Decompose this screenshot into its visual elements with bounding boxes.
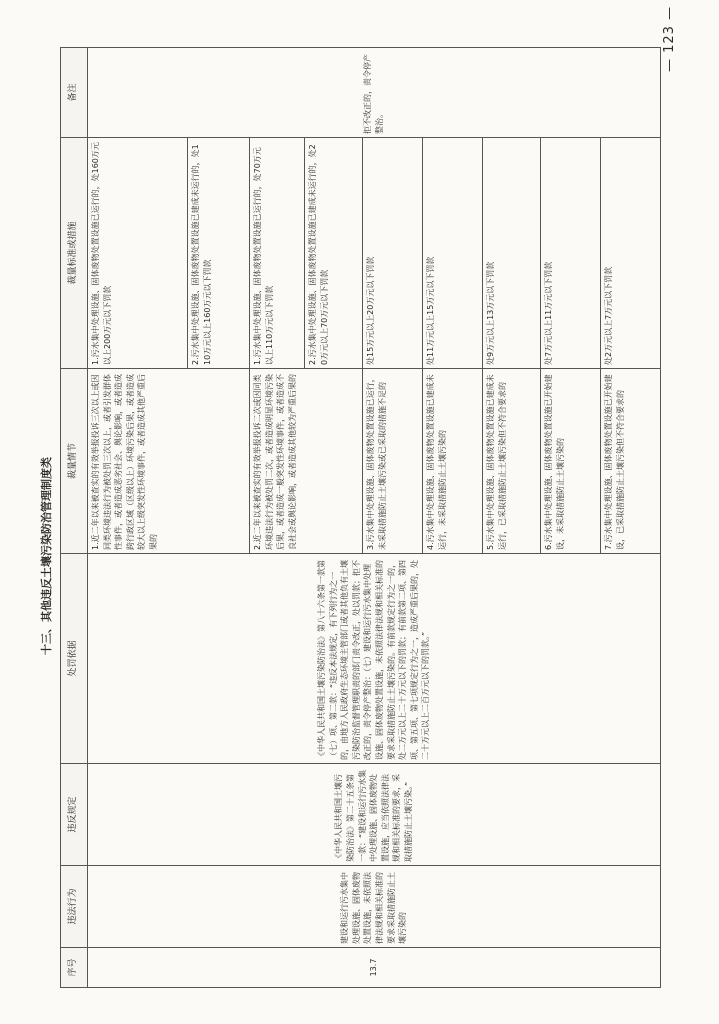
penalty-table: [60, 47, 661, 988]
violated-rule: 《中华人民共和国土壤污染防治法》第二十五条第一款：“建设和运行污水集中处理设施、固体废物处置设施，应当依照法律法规和相关标准的要求，采取措施防止土壤污染。”: [88, 764, 661, 866]
page-title: 十三、其他违反土壤污染防治管理制度类: [40, 457, 53, 655]
measure-3: 1.污水集中处理设施、固体废物处置设施已运行的，处70万元以上110万元以下罚款: [250, 138, 305, 369]
case-number: 13.7: [88, 948, 661, 988]
measure-1: 1.污水集中处理设施、固体废物处置设施已运行的，处160万元以上200万元以下罚款: [88, 138, 188, 369]
table-header-row: [61, 48, 88, 988]
measure-5: 处15万元以上20万元以下罚款: [363, 138, 423, 369]
measure-4: 2.污水集中处理设施、固体废物处置设施已建成未运行的，处20万元以上70万元以下罚款: [305, 138, 363, 369]
header-measure: 裁量标准或措施: [61, 138, 88, 369]
remark: 拒不改正的，责令停产整治。: [88, 48, 661, 138]
circumstance-2: 2.近二年以来被查实的有效举报投诉二次或因同类环境违法行为被处罚二次，或者造成明显环境污染后果，或者造成一般突发性环境事件，或者造成不良社会或舆论影响，或者造成其他较为严重后果的: [250, 369, 363, 554]
header-remark: 备注: [61, 48, 88, 138]
measure-2: 2.污水集中处理设施、固体废物处置设施已建成未运行的，处110万元以上160万元以下罚款: [188, 138, 250, 369]
circumstance-7: 7.污水集中处理设施、固体废物处置设施已开始建设，已采取措施防止土壤污染但不符合要求的: [601, 369, 661, 554]
circumstance-3: 3.污水集中处理设施、固体废物处置设施已运行，未采取措施防止土壤污染或已采取的措施不足的: [363, 369, 423, 554]
header-rule: 违反规定: [61, 764, 88, 866]
header-act: 违法行为: [61, 866, 88, 948]
circumstance-1: 1.近二年以来被查实的有效举报投诉三次以上或因同类环境违法行为被处罚三次以上，或者引发群体性事件，或者造成恶劣社会、舆论影响，或者造成跨行政区域（区级以上）环境污染后果，或者造成较大以上级突发性环境事件，或者造成其他严重后果的: [88, 369, 250, 554]
header-no: 序号: [61, 948, 88, 988]
table-row: [88, 48, 188, 988]
penalty-basis: 《中华人民共和国土壤污染防治法》第八十六条第一款第（七）项、第二款：“违反本法规定，有下列行为之一的，由地方人民政府生态环境主管部门或者其他负有土壤污染防治监督管理职责的部门责令改正，处以罚款；拒不改正的，责令停产整治：（七）建设和运行污水集中处理设施、固体废物处置设施，未依照法律法规和相关标准的要求采取措施防止土壤污染的。有前款规定行为之一的，处二万元以上二十万元以下的罚款；有前款第二项、第四项、第五项、第七项规定行为之一，造成严重后果的，处二十万元以上二百万元以下的罚款。”: [88, 554, 661, 764]
measure-7: 处9万元以上13万元以下罚款: [483, 138, 541, 369]
measure-8: 处7万元以上11万元以下罚款: [541, 138, 601, 369]
measure-9: 处2万元以上7万元以下罚款: [601, 138, 661, 369]
circumstance-6: 6.污水集中处理设施、固体废物处置设施已开始建设，未采取措施防止土壤污染的: [541, 369, 601, 554]
header-basis: 处罚依据: [61, 554, 88, 764]
measure-6: 处11万元以上15万元以下罚款: [423, 138, 483, 369]
page-number: — 123 —: [662, 5, 677, 72]
header-circumstance: 裁量情节: [61, 369, 88, 554]
circumstance-5: 5.污水集中处理设施、固体废物处置设施已建成未运行，已采取措施防止土壤污染但不符合要求的: [483, 369, 541, 554]
circumstance-4: 4.污水集中处理设施、固体废物处置设施已建成未运行，未采取措施防止土壤污染的: [423, 369, 483, 554]
violation-act: 建设和运行污水集中处理设施、固体废物处置设施，未依照法律法规和相关标准的要求采取措施防止土壤污染的: [88, 866, 661, 948]
